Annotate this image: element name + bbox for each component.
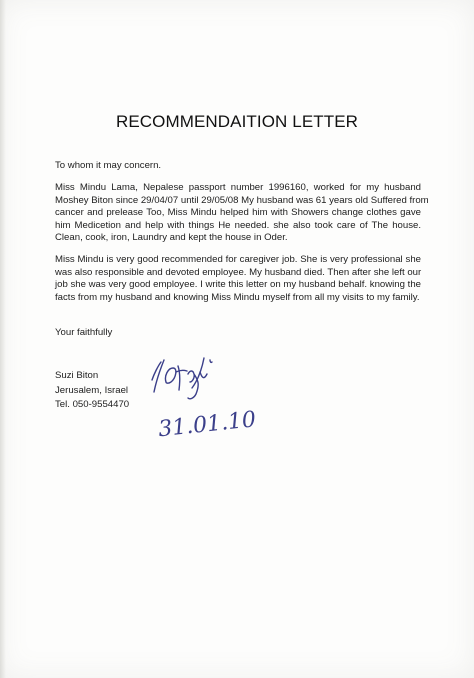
- paragraph-line: job she was very good employee. I write this letter on my husband behalf. knowing the: [55, 279, 421, 291]
- paragraph-line: Moshey Biton since 29/04/07 until 29/05/08 My husband was 61 years old Suffered from: [55, 194, 429, 206]
- paragraph-line: facts from my husband and knowing Miss Mindu myself from all my visits to my family.: [55, 291, 420, 303]
- sender-phone: Tel. 050-9554470: [55, 399, 130, 410]
- paragraph-line: Miss Mindu Lama, Nepalese passport number 1996160, worked for my husband: [55, 182, 421, 193]
- paragraph-employment: [55, 182, 429, 245]
- paragraph-line: Miss Mindu is very good recommended for caregiver job. She is very professional she: [55, 254, 421, 265]
- paragraph-line: cancer and prelease Too, Miss Mindu helped him with Showers change clothes gave: [55, 207, 421, 219]
- paragraph-line: was also responsible and devoted employee. My husband died. Then after she left our: [55, 266, 422, 278]
- paragraph-line: him Medicetion and help with things He needed. she also took care of The house.: [55, 219, 421, 231]
- paragraph-recommendation: [55, 254, 421, 304]
- signature-date: 31.01.10: [157, 407, 258, 442]
- closing: Your faithfully: [55, 327, 113, 338]
- sender-name: Suzi Biton: [55, 370, 99, 381]
- sender-city: Jerusalem, Israel: [55, 384, 129, 396]
- scan-edge-shadow: [0, 0, 6, 678]
- salutation: To whom it may concern.: [55, 160, 162, 171]
- paragraph-line: Clean, cook, iron, Laundry and kept the house in Oder.: [55, 232, 288, 244]
- letter-title: RECOMMENDAITION LETTER: [115, 112, 359, 131]
- handwritten-signature: [140, 352, 270, 442]
